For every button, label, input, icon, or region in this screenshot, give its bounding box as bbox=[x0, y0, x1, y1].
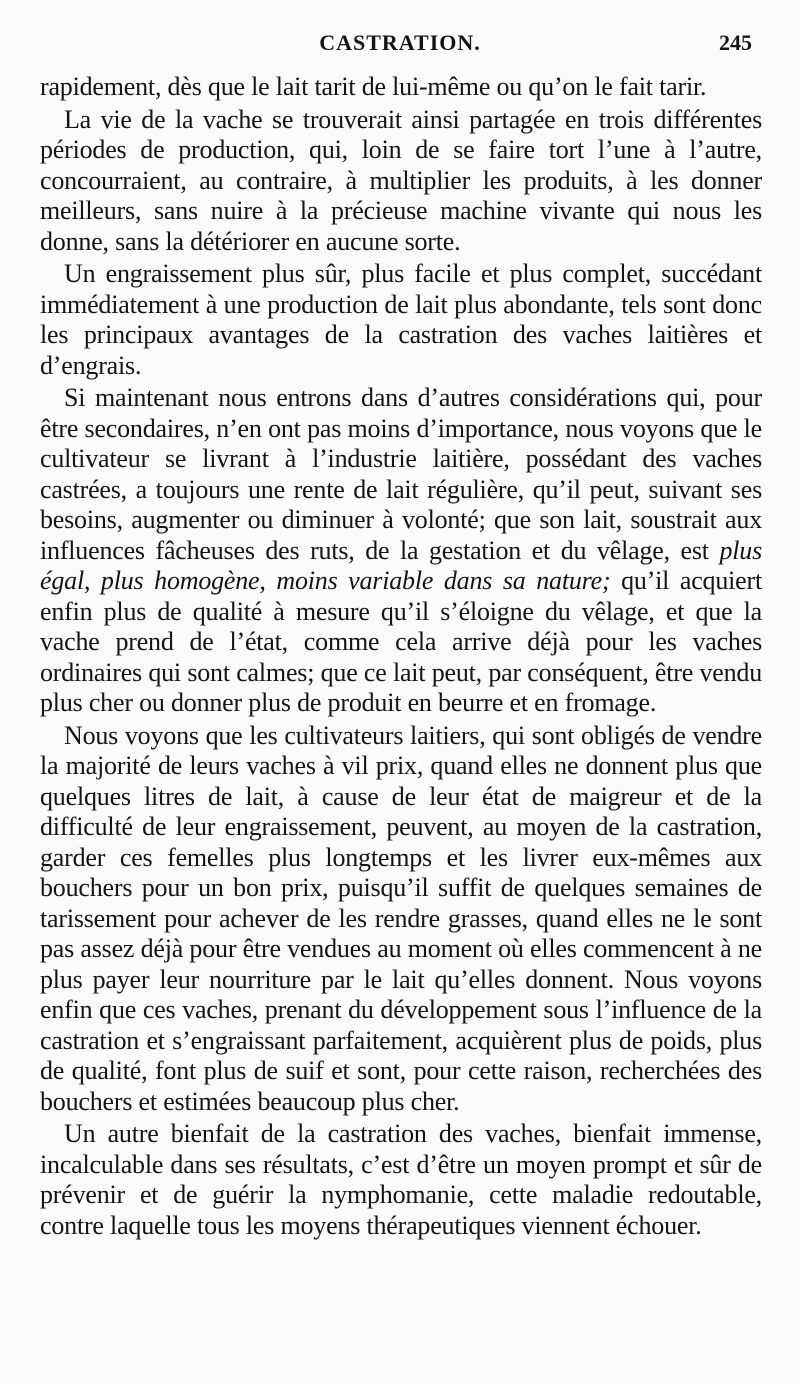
text-segment: La vie de la vache se trouverait ainsi partagée en trois différentes périodes de production, qui, loin de se faire tort l’une à l’autre, concourraient, au contraire, à multiplier les produits, à les donner meilleurs, sans nuire à la précieuse machine vivante qui nous les donne, sans la détériorer en aucune sorte. bbox=[40, 104, 762, 256]
text-segment: Un engraissement plus sûr, plus facile et plus complet, succédant immédiatement à une production de lait plus abondante, tels sont donc les principaux avantages de la castration des vaches laitières et d’engrais. bbox=[40, 259, 762, 380]
text-segment: Un autre bienfait de la castration des vaches, bienfait immense, incalculable dans ses résultats, c’est d’être un moyen prompt et sûr de prévenir et de guérir la nymphomanie, cette maladie redoutable, contre laquelle tous les moyens thérapeutiques viennent échouer. bbox=[40, 1119, 762, 1240]
text-segment: Si maintenant nous entrons dans d’autres considérations qui, pour être secondaires, n’en ont pas moins d’importance, nous voyons que le cultivateur se livrant à l’industrie laitière, possédant des vaches castrées, a toujours une rente de lait régulière, qu’il peut, suivant ses besoins, augmenter ou diminuer à volonté; que son lait, soustrait aux influences fâcheuses des ruts, de la gestation et du vêlage, est bbox=[40, 383, 762, 565]
text-segment: qu’il acquiert enfin plus de qualité à mesure qu’il s’éloigne du vêlage, et que la vache prend de l’état, comme cela arrive déjà pour les vaches ordinaires qui sont calmes; que ce lait peut, par conséquent, être vendu plus cher ou donner plus de produit en beurre et en fromage. bbox=[40, 566, 762, 717]
text-segment: Nous voyons que les cultivateurs laitiers, qui sont obligés de vendre la majorité de leurs vaches à vil prix, quand elles ne donnent plus que quelques litres de lait, à cause de leur état de maigreur et de la difficulté de leur engraissement, peuvent, au moyen de la castration, garder ces femelles plus longtemps et les livrer eux-mêmes aux bouchers pour un bon prix, puisqu’il suffit de quelques semaines de tarissement pour achever de les rendre grasses, quand elles ne le sont pas assez déjà pour être vendues au moment où elles commencent à ne plus payer leur nourriture par le lait qu’elles donnent. Nous voyons enfin que ces vaches, prenant du développement sous l’influence de la castration et s’engraissant parfaitement, acquièrent plus de poids, plus de qualité, font plus de suif et sont, pour cette raison, recherchées des bouchers et estimées beaucoup plus cher. bbox=[40, 720, 762, 1116]
page-number: 245 bbox=[719, 30, 752, 55]
paragraph bbox=[40, 721, 762, 1118]
paragraph bbox=[40, 105, 762, 258]
paragraph bbox=[40, 383, 762, 719]
page-header bbox=[40, 30, 760, 60]
text-segment: rapidement, dès que le lait tarit de lui-même ou qu’on le fait tarir. bbox=[40, 72, 707, 101]
paragraph bbox=[40, 1119, 762, 1241]
paragraph bbox=[40, 259, 762, 381]
paragraph-continuation bbox=[40, 72, 762, 103]
text-body bbox=[40, 72, 762, 1241]
running-title: CASTRATION. bbox=[319, 30, 481, 55]
italic-text-segment: plus égal, plus homogène, moins variable dans sa nature; bbox=[40, 535, 762, 595]
